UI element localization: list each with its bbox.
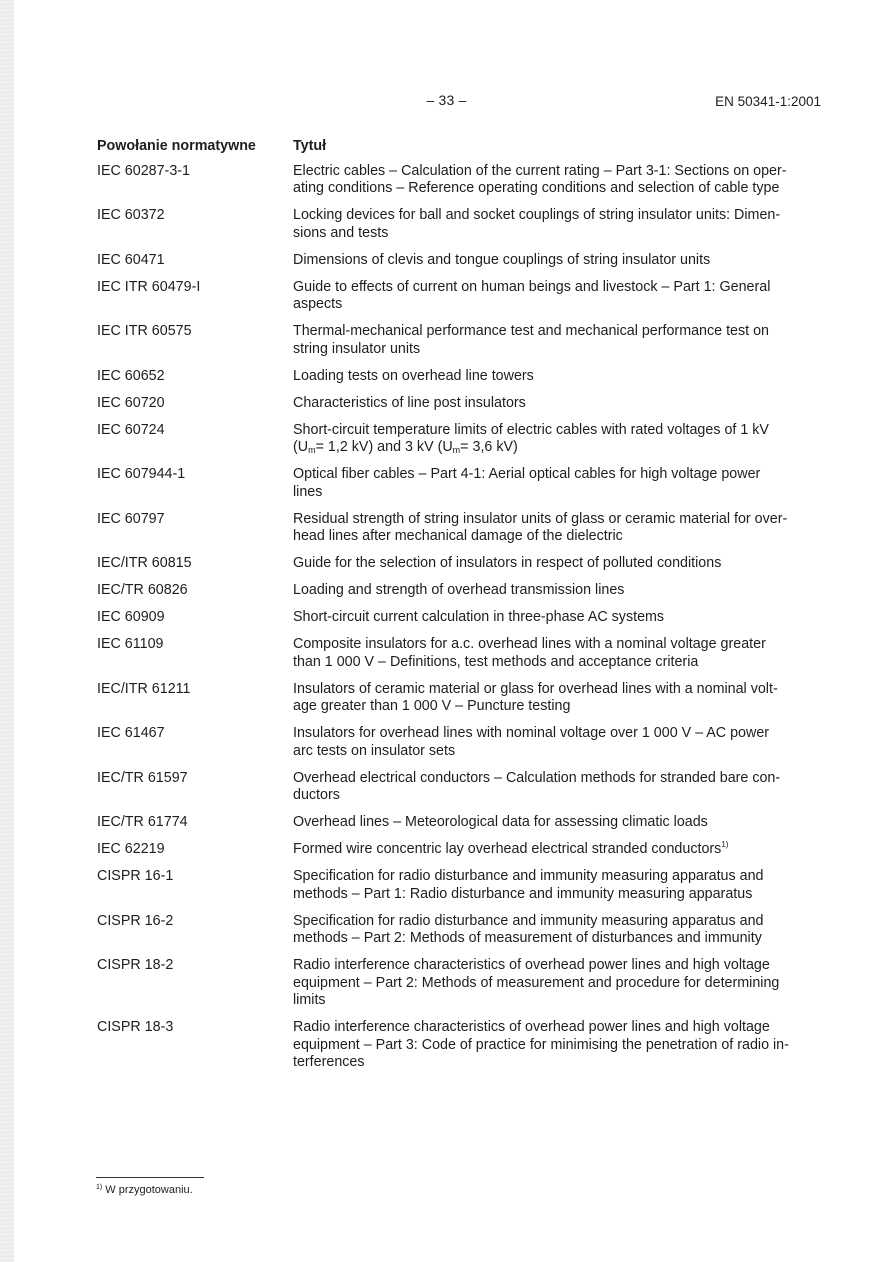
standard-title: Residual strength of string insulator units of glass or ceramic material for over- head lines after mechanical damage of the dielectric — [293, 510, 788, 544]
page-number: – 33 – — [426, 92, 467, 108]
standard-title: Short-circuit temperature limits of electric cables with rated voltages of 1 kV ($U_m= 1,2$ kV) and 3 kV ($U_m= 3,6$ kV) — [293, 422, 813, 457]
standard-title: Specification for radio disturbance and immunity measuring apparatus and methods – Part 1: Radio disturbance and immunity measuring apparatus — [293, 868, 764, 902]
footnote-text: W przygotowaniu. — [102, 1184, 193, 1196]
standard-reference: IEC 61109 — [97, 636, 164, 652]
standard-reference: IEC/TR 60826 — [97, 582, 188, 598]
standard-title: Short-circuit current calculation in three-phase AC systems — [293, 609, 665, 625]
normative-references-table — [97, 138, 817, 1081]
column-header-title: Tytuł — [293, 138, 327, 154]
standard-title: Radio interference characteristics of overhead power lines and high voltage equipment – Part 2: Methods of measurement and procedure for determining limits — [293, 957, 780, 1008]
standard-reference: IEC 60372 — [97, 207, 165, 223]
table-row — [97, 1019, 817, 1072]
table-row — [97, 511, 817, 546]
standard-reference: IEC 60287-3-1 — [97, 162, 190, 179]
voltage-line: ($U_m= 1,2$ kV) and 3 kV ($U_m= 3,6$ kV) — [293, 439, 518, 455]
table-row — [97, 207, 817, 242]
table-row — [97, 466, 817, 501]
standard-title: Guide for the selection of insulators in respect of polluted conditions — [293, 555, 722, 571]
standard-title: Overhead lines – Meteorological data for assessing climatic loads — [293, 814, 708, 830]
table-row — [97, 323, 817, 358]
footnote-marker: 1) — [721, 840, 729, 849]
standard-reference: IEC 60720 — [97, 394, 165, 411]
standard-title: Loading tests on overhead line towers — [293, 367, 534, 384]
standard-reference: IEC 60652 — [97, 367, 165, 384]
standard-reference: IEC 607944-1 — [97, 466, 186, 482]
footnote — [96, 1184, 193, 1196]
footnote-divider — [96, 1177, 204, 1178]
standard-title: Dimensions of clevis and tongue couplings of string insulator units — [293, 251, 711, 268]
standard-reference: IEC/TR 61774 — [97, 814, 188, 830]
standard-title: Specification for radio disturbance and immunity measuring apparatus and methods – Part 2: Methods of measurement of disturbances and immunity — [293, 912, 764, 946]
table-row — [97, 913, 817, 948]
standard-title: Optical fiber cables – Part 4-1: Aerial optical cables for high voltage power lines — [293, 466, 761, 500]
standard-title: Locking devices for ball and socket couplings of string insulator units: Dimen- sions and tests — [293, 207, 781, 241]
standard-reference: IEC/TR 61597 — [97, 769, 188, 786]
scan-edge — [0, 0, 14, 1262]
table-header — [97, 138, 817, 156]
standard-reference: IEC 62219 — [97, 841, 165, 857]
standard-reference: IEC ITR 60575 — [97, 323, 192, 339]
standard-title: Composite insulators for a.c. overhead lines with a nominal voltage greater than 1 000 V – Definitions, test methods and acceptance criteria — [293, 636, 766, 670]
table-row — [97, 555, 817, 573]
standard-reference: IEC/ITR 60815 — [97, 555, 192, 571]
standard-title: Guide to effects of current on human beings and livestock – Part 1: General aspects — [293, 278, 771, 312]
standard-title: Insulators of ceramic material or glass for overhead lines with a nominal volt- age greater than 1 000 V – Puncture testing — [293, 680, 778, 714]
table-row — [97, 279, 817, 314]
standard-reference: CISPR 16-1 — [97, 868, 174, 884]
table-row — [97, 868, 817, 903]
table-row — [97, 163, 817, 198]
table-row — [97, 395, 817, 413]
table-row — [97, 368, 817, 386]
standard-reference: IEC 60797 — [97, 510, 165, 527]
table-row — [97, 636, 817, 671]
table-row — [97, 422, 817, 457]
table-row — [97, 770, 817, 805]
standard-title: Electric cables – Calculation of the current rating – Part 3-1: Sections on oper- ating conditions – Reference operating conditions and selection of cable type — [293, 162, 787, 196]
footnote-mark: 1) — [96, 1184, 103, 1191]
table-row — [97, 957, 817, 1010]
table-row — [97, 609, 817, 627]
standard-title: Insulators for overhead lines with nominal voltage over 1 000 V – AC power arc tests on insulator sets — [293, 725, 770, 759]
standard-title: Radio interference characteristics of overhead power lines and high voltage equipment – Part 3: Code of practice for minimising the penetration of radio in- terferences — [293, 1019, 789, 1070]
table-row — [97, 814, 817, 832]
standard-reference: IEC/ITR 61211 — [97, 680, 191, 697]
table-row — [97, 841, 817, 859]
table-row — [97, 681, 817, 716]
standard-reference: CISPR 18-2 — [97, 957, 174, 973]
column-header-reference: Powołanie normatywne — [97, 138, 256, 154]
document-id: EN 50341-1:2001 — [715, 94, 821, 109]
standard-reference: IEC 60724 — [97, 421, 165, 438]
standard-title: Characteristics of line post insulators — [293, 394, 526, 411]
table-row — [97, 252, 817, 270]
standard-title: Loading and strength of overhead transmission lines — [293, 582, 625, 598]
table-row — [97, 725, 817, 760]
standard-reference: CISPR 16-2 — [97, 912, 174, 929]
standard-reference: IEC 60909 — [97, 609, 165, 625]
standard-title: Thermal-mechanical performance test and mechanical performance test on string insulator units — [293, 323, 769, 357]
standard-reference: IEC 60471 — [97, 251, 165, 268]
standard-reference: CISPR 18-3 — [97, 1019, 174, 1035]
standard-title: Overhead electrical conductors – Calculation methods for stranded bare con- ductors — [293, 769, 781, 803]
standard-reference: IEC 61467 — [97, 725, 165, 741]
standard-reference: IEC ITR 60479-I — [97, 278, 201, 295]
table-row — [97, 582, 817, 600]
standard-title: Formed wire concentric lay overhead electrical stranded conductors$^{1)}$ — [293, 840, 729, 857]
